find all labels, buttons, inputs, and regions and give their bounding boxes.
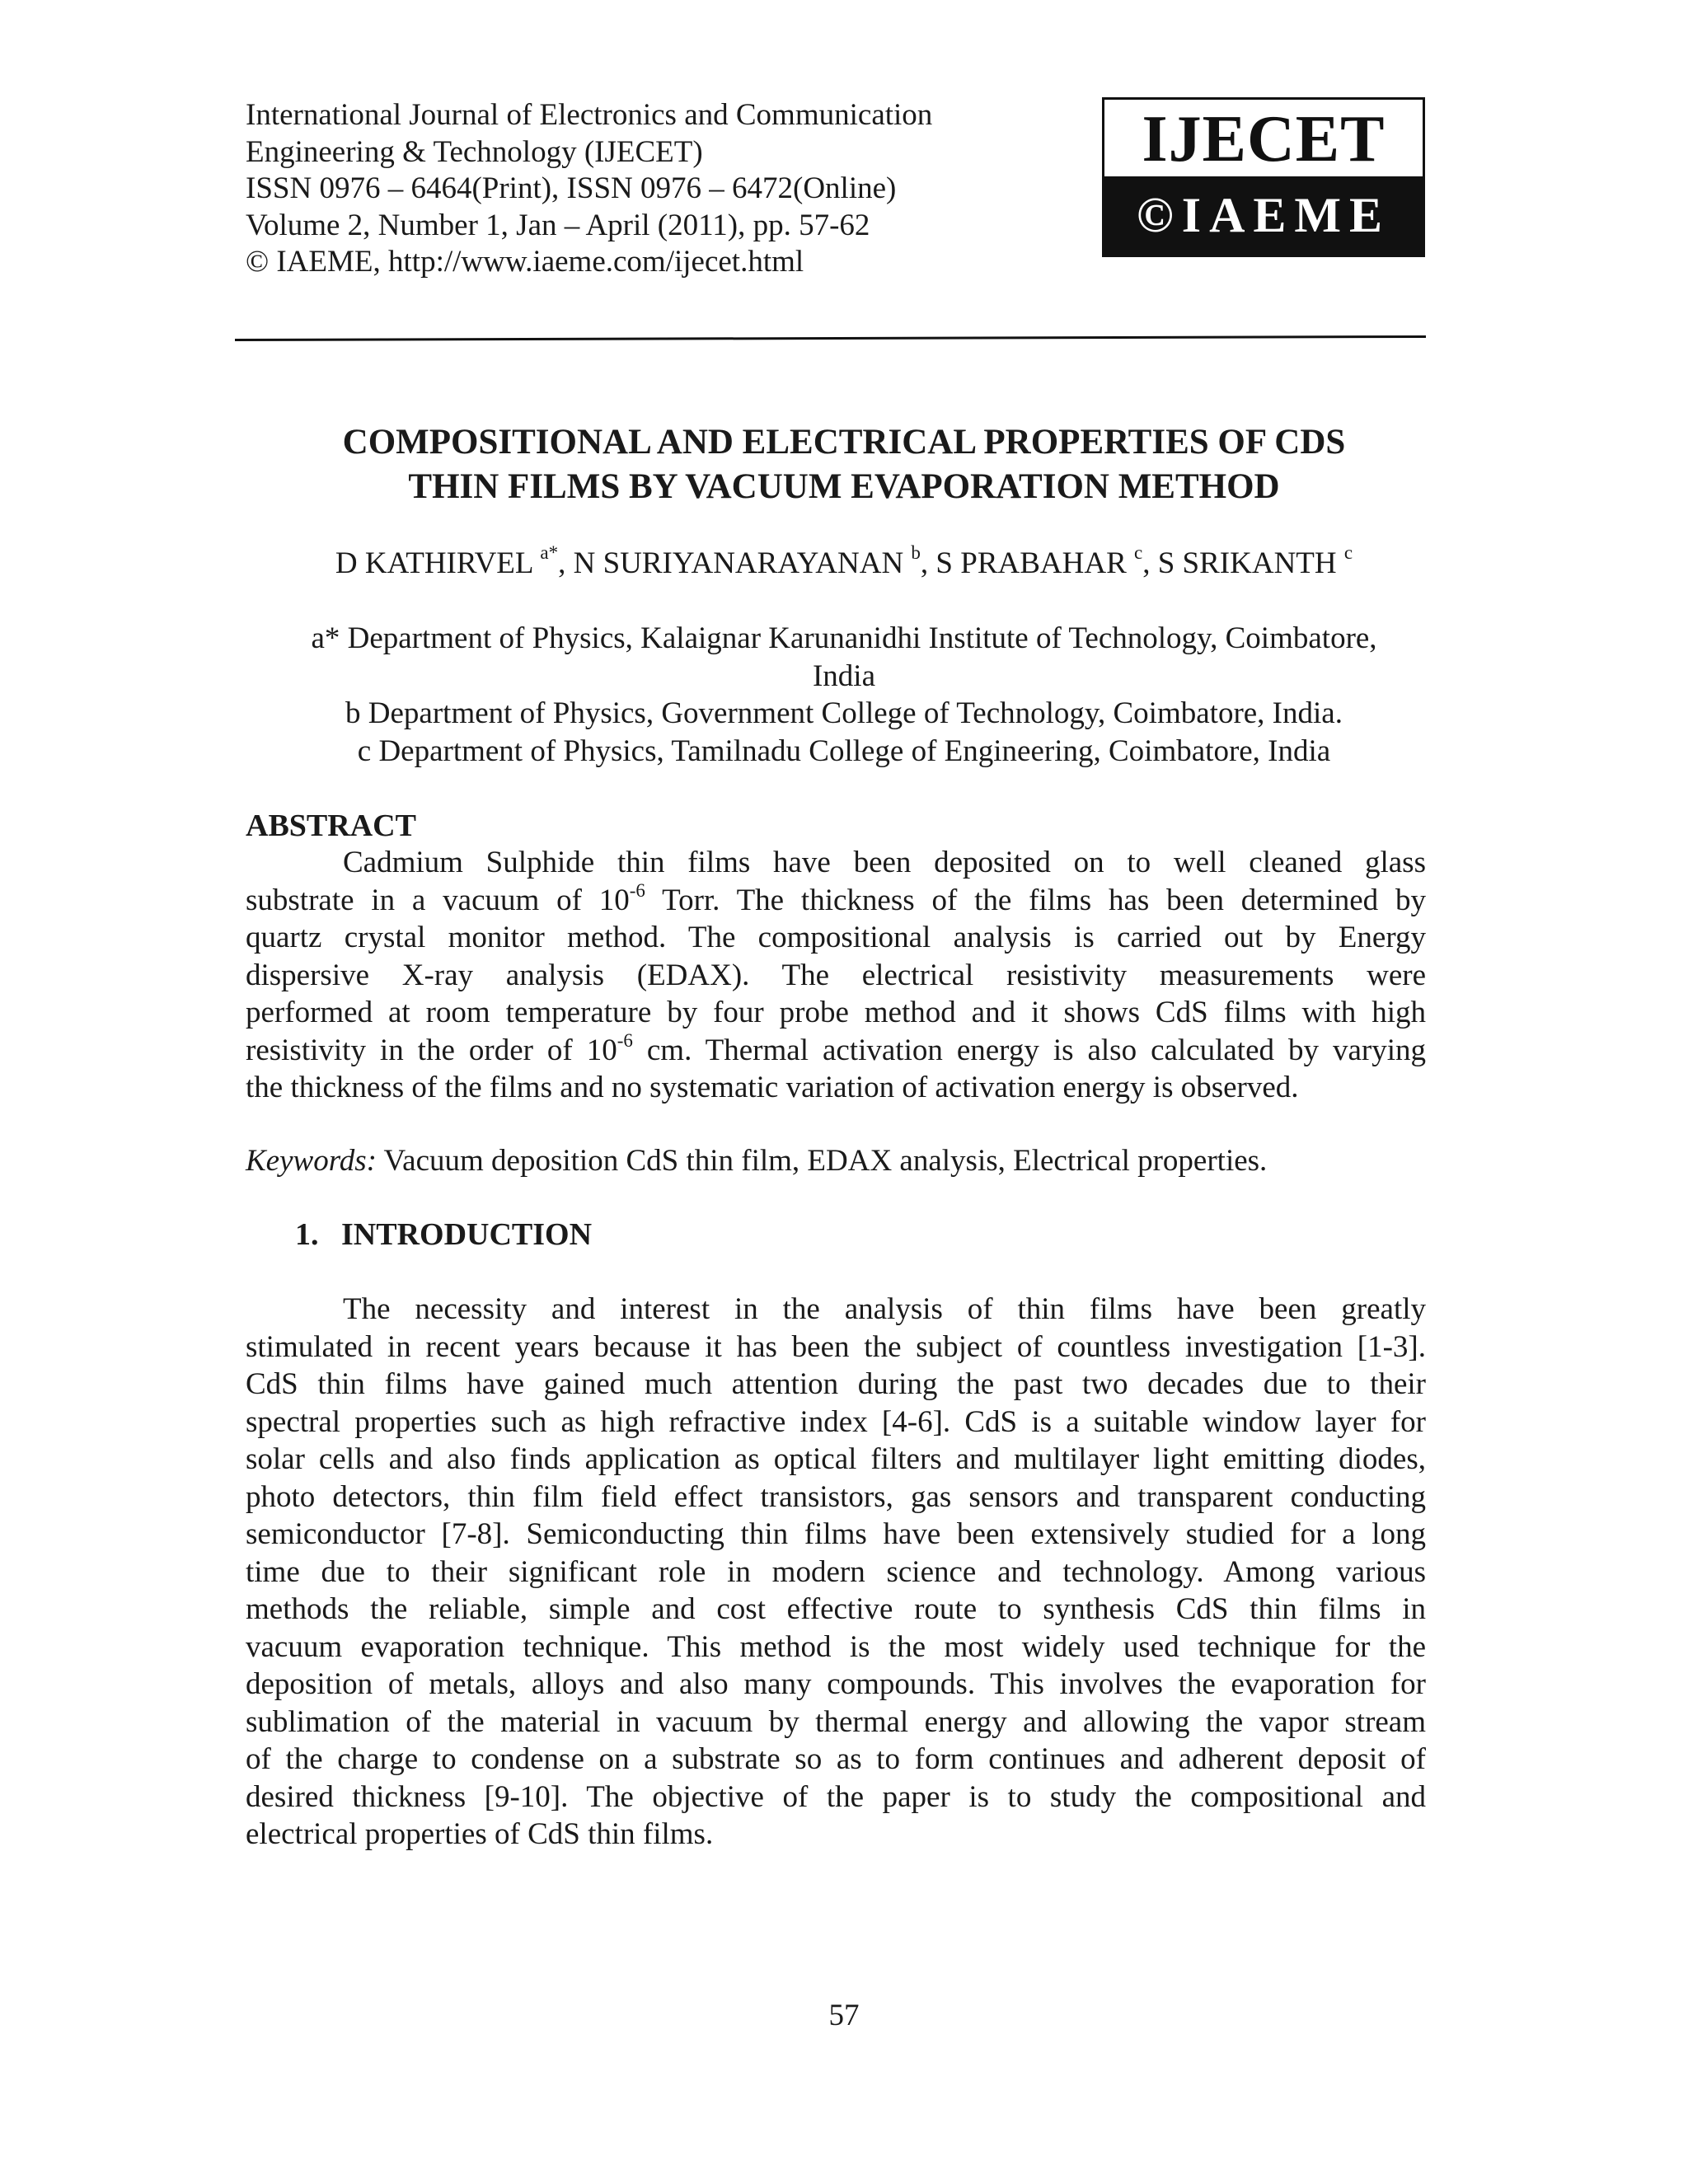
author-list <box>165 543 1523 584</box>
abstract-line: dispersive X-ray analysis (EDAX). The electrical resistivity measurements were <box>246 958 1426 992</box>
logo-title: IJECET <box>1142 102 1386 176</box>
keywords-label: Keywords: <box>246 1144 377 1178</box>
affiliations <box>165 620 1523 770</box>
abstract-line: the thickness of the films and no systematic variation of activation energy is observed. <box>246 1071 1299 1104</box>
section-heading-introduction <box>295 1216 592 1254</box>
abstract-heading: ABSTRACT <box>246 808 416 843</box>
abstract-text: cm. Thermal activation energy is also calculated by varying <box>632 1033 1427 1067</box>
intro-line: photo detectors, thin film field effect transistors, gas sensors and transparent conducting <box>246 1479 1426 1514</box>
title-line: THIN FILMS BY VACUUM EVAPORATION METHOD <box>408 467 1280 506</box>
author-name: N SURIYANARAYANAN <box>573 546 904 580</box>
author-name: S SRIKANTH <box>1157 546 1337 580</box>
intro-line: deposition of metals, alloys and also many compounds. This involves the evaporation for <box>246 1667 1426 1701</box>
intro-line: solar cells and also finds application as optical filters and multilayer light emitting diodes, <box>246 1442 1426 1476</box>
intro-line: semiconductor [7-8]. Semiconducting thin films have been extensively studied for a long <box>246 1517 1426 1551</box>
author-affil-mark: c <box>1134 542 1143 563</box>
author-affil-mark: b <box>911 542 921 563</box>
journal-info-line: © IAEME, http://www.iaeme.com/ijecet.html <box>246 245 804 279</box>
author-separator: , <box>1142 546 1158 580</box>
intro-line: spectral properties such as high refractive index [4-6]. CdS is a suitable window layer for <box>246 1404 1426 1439</box>
logo-publisher: ©IAEME <box>1104 176 1423 255</box>
journal-info-line: Engineering & Technology (IJECET) <box>246 134 703 169</box>
author-separator: , <box>558 546 574 580</box>
journal-info <box>246 97 1037 281</box>
section-number: 1. <box>295 1217 319 1252</box>
exponent: -6 <box>617 1029 633 1051</box>
intro-line: stimulated in recent years because it has been the subject of countless investigation [1-3]. <box>246 1329 1426 1364</box>
abstract-line <box>246 879 1427 920</box>
keywords <box>246 1142 1267 1180</box>
author-name: S PRABAHAR <box>935 546 1127 580</box>
intro-line: of the charge to condense on a substrate so as to form continues and adherent deposit of <box>246 1742 1426 1776</box>
exponent: -6 <box>629 879 645 901</box>
introduction-body <box>246 1291 1426 1854</box>
abstract-text: substrate in a vacuum of 10 <box>246 883 630 917</box>
journal-info-line: Volume 2, Number 1, Jan – April (2011), pp. 57-62 <box>246 208 870 242</box>
abstract-text: resistivity in the order of 10 <box>246 1033 617 1067</box>
journal-info-line: ISSN 0976 – 6464(Print), ISSN 0976 – 6472(Online) <box>246 171 897 205</box>
intro-line: sublimation of the material in vacuum by thermal energy and allowing the vapor stream <box>246 1704 1426 1739</box>
abstract-text: Torr. The thickness of the films has been determined by <box>645 883 1427 917</box>
intro-line: desired thickness [9-10]. The objective of the paper is to study the compositional and <box>246 1779 1426 1814</box>
abstract-body <box>246 844 1426 1107</box>
affiliation-line: a* Department of Physics, Kalaignar Karunanidhi Institute of Technology, Coimbatore, <box>311 621 1377 655</box>
intro-line: electrical properties of CdS thin films. <box>246 1817 714 1851</box>
header-divider <box>235 335 1426 341</box>
journal-info-line: International Journal of Electronics and Communication <box>246 98 933 132</box>
abstract-line: performed at room temperature by four probe method and it shows CdS films with high <box>246 996 1426 1029</box>
abstract-line: quartz crystal monitor method. The compositional analysis is carried out by Energy <box>246 921 1426 954</box>
author-affil-mark: a* <box>540 542 559 563</box>
intro-line: vacuum evaporation technique. This method is the most widely used technique for the <box>246 1629 1426 1664</box>
keywords-text: Vacuum deposition CdS thin film, EDAX analysis, Electrical properties. <box>376 1144 1268 1178</box>
intro-line: The necessity and interest in the analysis of thin films have been greatly <box>343 1292 1426 1326</box>
journal-logo <box>1102 97 1425 257</box>
author-name: D KATHIRVEL <box>335 546 533 580</box>
abstract-line: Cadmium Sulphide thin films have been deposited on to well cleaned glass <box>343 846 1426 879</box>
section-title: INTRODUCTION <box>341 1217 593 1252</box>
affiliation-line: India <box>812 658 876 693</box>
intro-line: time due to their significant role in modern science and technology. Among various <box>246 1554 1426 1589</box>
intro-line: CdS thin films have gained much attention during the past two decades due to their <box>246 1367 1426 1401</box>
affiliation-line: c Department of Physics, Tamilnadu College of Engineering, Coimbatore, India <box>357 733 1331 768</box>
page-number: 57 <box>828 1999 860 2032</box>
abstract-line <box>246 1029 1427 1070</box>
author-affil-mark: c <box>1343 542 1353 563</box>
author-separator: , <box>920 546 936 580</box>
paper-title <box>165 420 1523 509</box>
title-line: COMPOSITIONAL AND ELECTRICAL PROPERTIES OF CDS <box>342 423 1346 462</box>
affiliation-line: b Department of Physics, Government College of Technology, Coimbatore, India. <box>345 696 1343 730</box>
intro-line: methods the reliable, simple and cost effective route to synthesis CdS thin films in <box>246 1592 1426 1626</box>
